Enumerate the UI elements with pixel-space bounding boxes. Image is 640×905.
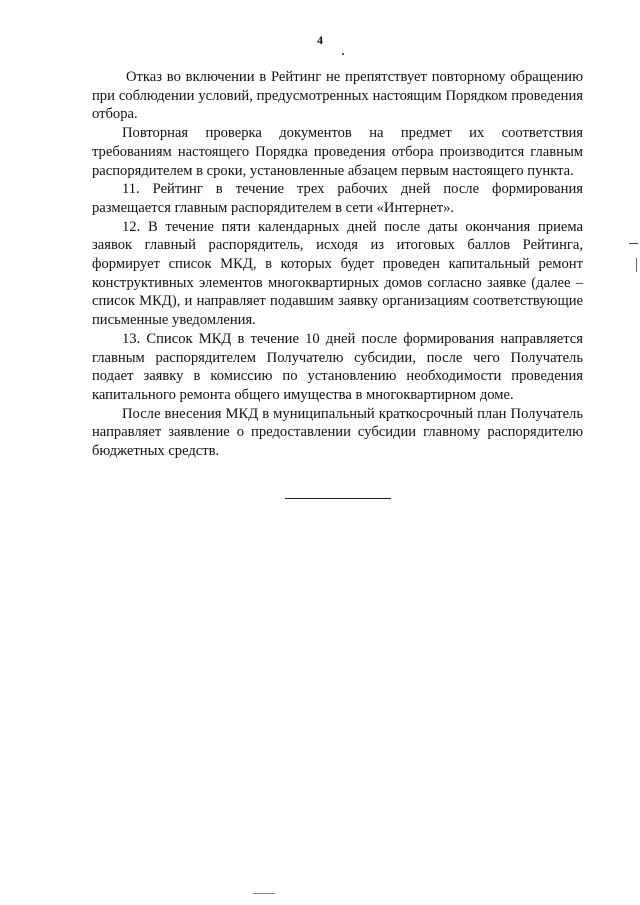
paragraph-item-11: 11. Рейтинг в течение трех рабочих дней после формирования размещается главным распорядителем в сети «Интернет». bbox=[92, 181, 583, 216]
paragraph-item-12: 12. В течение пяти календарных дней после даты окончания приема заявок главный распорядитель, исходя из итоговых баллов Рейтинга, формирует список МКД, в которых будет проведен капитальный ремонт конструктивных элементов многоквартирных домов согласно заявке (далее – список МКД), и направляет подавшим заявку организациям соответствующие письменные уведомления. bbox=[92, 218, 583, 329]
document-body bbox=[92, 68, 583, 461]
end-separator-line bbox=[285, 498, 391, 499]
paragraph-after-inclusion: После внесения МКД в муниципальный краткосрочный план Получатель направляет заявление о предоставлении субсидии главному распорядителю бюджетных средств. bbox=[92, 405, 583, 460]
edge-scan-mark-vertical bbox=[636, 258, 637, 272]
page-number: 4 bbox=[317, 33, 323, 47]
paragraph-refusal: Отказ во включении в Рейтинг не препятствует повторному обращению при соблюдении условий, предусмотренных настоящим Порядком проведения отбора. bbox=[92, 69, 583, 123]
bottom-scan-mark bbox=[253, 893, 275, 894]
paragraph-recheck: Повторная проверка документов на предмет их соответствия требованиям настоящего Порядка проведения отбора производится главным распорядителем в сроки, установленные абзацем первым настоящего пункта. bbox=[92, 125, 583, 179]
paragraph-item-13: 13. Список МКД в течение 10 дней после формирования направляется главным распорядителем Получателю субсидии, после чего Получатель подает заявку в комиссию по установлению необходимости проведения капитального ремонта общего имущества в многоквартирном доме. bbox=[92, 330, 583, 403]
edge-scan-mark bbox=[629, 243, 638, 244]
scan-dot bbox=[342, 53, 344, 55]
